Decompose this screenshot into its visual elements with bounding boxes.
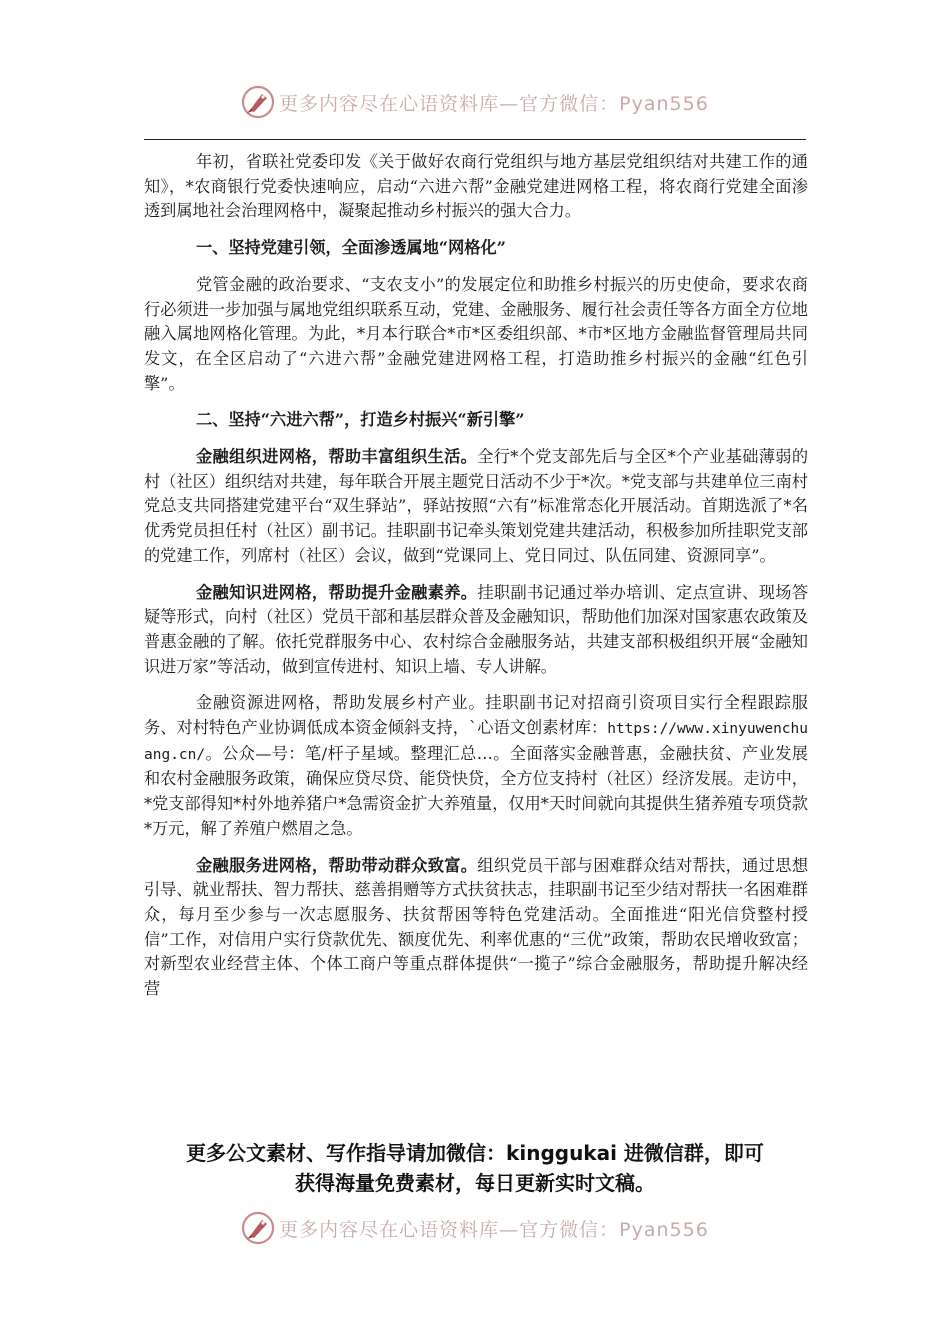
- watermark-text: 更多内容尽在心语资料库—官方微信：: [279, 1218, 620, 1241]
- footer-promo-line-2: 获得海量免费素材，每日更新实时文稿。: [295, 1171, 655, 1195]
- watermark-id: Pyan556: [619, 92, 709, 115]
- paragraph-4: [144, 691, 808, 841]
- paragraph-3-lead: 金融知识进网格，帮助提升金融素养。: [196, 582, 478, 602]
- header-divider: [144, 139, 806, 140]
- paragraph-4-url: https://www.xinyuwenchuang.cn/: [144, 721, 808, 763]
- section-heading-2: 二、坚持“六进六帮”，打造乡村振兴“新引擎”: [196, 410, 525, 430]
- paragraph-5-body: 组织党员干部与困难群众结对帮扶，通过思想引导、就业帮扶、智力帮扶、慈善捐赠等方式扶贫扶志，挂职副书记至少结对帮扶一名困难群众，每月至少参与一次志愿服务、扶贫帮困等特色党建活动。全面推进“阳光信贷整村授信”工作，对信用户实行贷款优先、额度优先、利率优惠的“三优”政策，帮助农民增收致富；对新型农业经营主体、个体工商户等重点群体提供“一揽子”综合金融服务，帮助提升解决经营: [144, 855, 809, 999]
- paragraph-5: [144, 854, 808, 1002]
- paragraph-5-lead: 金融服务进网格，帮助带动群众致富。: [196, 855, 478, 875]
- paragraph-2: [144, 445, 808, 569]
- paragraph-3-body: 挂职副书记通过举办培训、定点宣讲、现场答疑等形式，向村（社区）党员干部和基层群众普及金融知识，帮助他们加深对国家惠农政策及普惠金融的了解。依托党群服务中心、农村综合金融服务站，共建支部积极组织开展“金融知识进万家”等活动，做到宣传进村、知识上墙、专人讲解。: [144, 582, 809, 676]
- paragraph-4-part-a: 金融资源进网格，帮助发展乡村产业。挂职副书记对招商引资项目实行全程跟踪服务、对村特色产业协调低成本资金倾斜支持，`心语文创素材库：: [144, 693, 808, 738]
- footer-promo: [130, 1138, 820, 1198]
- footer-promo-line-1: 更多公文素材、写作指导请加微信：kinggukai 进微信群，即可: [186, 1141, 764, 1165]
- watermark-id: Pyan556: [619, 1218, 709, 1241]
- paragraph-3: [144, 581, 808, 680]
- paragraph-2-lead: 金融组织进网格，帮助丰富组织生活。: [196, 447, 478, 467]
- paragraph-4-part-b: 。公众—号：笔/杆子星域。整理汇总…。全面落实金融普惠，金融扶贫、产业发展和农村金融服务政策，确保应贷尽贷、能贷快贷，全方位支持村（社区）经济发展。走访中，*党支部得知*村外地养猪户*急需资金扩大养殖量，仅用*天时间就向其提供生猪养殖专项贷款*万元，解了养殖户燃眉之急。: [144, 743, 808, 838]
- intro-paragraph: 年初，省联社党委印发《关于做好农商行党组织与地方基层党组织结对共建工作的通知》，*农商银行党委快速响应，启动“六进六帮”金融党建进网格工程，将农商行党建全面渗透到属地社会治理网格中，凝聚起推动乡村振兴的强大合力。: [144, 152, 808, 221]
- pen-nib-logo-icon: [241, 1211, 275, 1245]
- paragraph-2-body: 全行*个党支部先后与全区*个产业基础薄弱的村（社区）组织结对共建，每年联合开展主题党日活动不少于*次。*党支部与共建单位三南村党总支共同搭建党建平台“双生驿站”，驿站按照“六有”标准常态化开展活动。首期选派了*名优秀党员担任村（社区）副书记。挂职副书记牵头策划党建共建活动，积极参加所挂职党支部的党建工作，列席村（社区）会议，做到“党课同上、党日同过、队伍同建、资源同享”。: [144, 447, 809, 565]
- watermark-text: 更多内容尽在心语资料库—官方微信：: [279, 92, 620, 115]
- section-heading-1: 一、坚持党建引领，全面渗透属地“网格化”: [196, 238, 506, 258]
- paragraph-1: 党管金融的政治要求、“支农支小”的发展定位和助推乡村振兴的历史使命，要求农商行必须进一步加强与属地党组织联系互动，党建、金融服务、履行社会责任等各方面全方位地融入属地网格化管理。为此，*月本行联合*市*区委组织部、*市*区地方金融监督管理局共同发文，在全区启动了“六进六帮”金融党建进网格工程，打造助推乡村振兴的金融“红色引擎”。: [144, 274, 808, 393]
- pen-nib-logo-icon: [241, 85, 275, 119]
- watermark-banner-bottom: [0, 1208, 950, 1248]
- watermark-banner-top: [0, 82, 950, 122]
- document-body: [144, 150, 808, 1014]
